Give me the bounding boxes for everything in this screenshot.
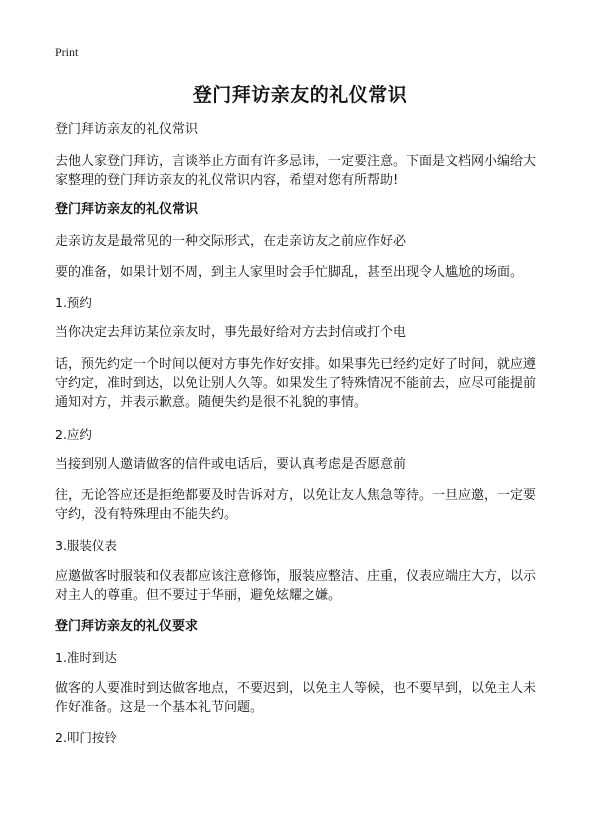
subtitle: 登门拜访亲友的礼仪常识 — [55, 122, 199, 137]
page-title: 登门拜访亲友的礼仪常识 — [192, 84, 408, 106]
appointment-text-line1: 当你决定去拜访某位亲友时，事先最好给对方去封信或打个电 — [55, 325, 407, 340]
attire-text: 应邀做客时服装和仪表都应该注意修饰，服装应整洁、庄重，仪表应端庄大方，以示对主人的尊重。但不要过于华丽，避免炫耀之嫌。 — [55, 569, 537, 603]
section2-heading: 登门拜访亲友的礼仪要求 — [55, 619, 199, 634]
section1-heading: 登门拜访亲友的礼仪常识 — [55, 202, 199, 217]
section1-paragraph-line1: 走亲访友是最常见的一种交际形式，在走亲访友之前应作好必 — [55, 234, 407, 249]
print-link[interactable]: Print — [55, 45, 79, 59]
item-title-punctual: 1.准时到达 — [55, 650, 117, 665]
accept-text-rest: 往，无论答应还是拒绝都要及时告诉对方，以免让友人焦急等待。一旦应邀，一定要守约，没有特殊理由不能失约。 — [55, 488, 537, 522]
item-title-knock: 2.叩门按铃 — [55, 730, 117, 745]
punctual-text: 做客的人要准时到达做客地点，不要迟到，以免主人等候，也不要早到，以免主人未作好准备。这是一个基本礼节问题。 — [55, 681, 537, 715]
accept-text-line1: 当接到别人邀请做客的信件或电话后，要认真考虑是否愿意前 — [55, 457, 407, 472]
appointment-text-rest: 话，预先约定一个时间以便对方事先作好安排。如果事先已经约定好了时间，就应遵守约定，准时到达，以免让别人久等。如果发生了特殊情况不能前去，应尽可能提前通知对方，并表示歉意。随便失约是很不礼貌的事情。 — [55, 357, 537, 410]
item-title-attire: 3.服装仪表 — [55, 538, 117, 553]
item-title-accept: 2.应约 — [55, 427, 92, 442]
item-title-appointment: 1.预约 — [55, 295, 92, 310]
intro-paragraph: 去他人家登门拜访，言谈举止方面有许多忌讳，一定要注意。下面是文档网小编给大家整理的登门拜访亲友的礼仪常识内容，希望对您有所帮助! — [55, 154, 537, 188]
section1-paragraph-line2: 要的准备，如果计划不周，到主人家里时会手忙脚乱，甚至出现令人尴尬的场面。 — [55, 265, 524, 280]
